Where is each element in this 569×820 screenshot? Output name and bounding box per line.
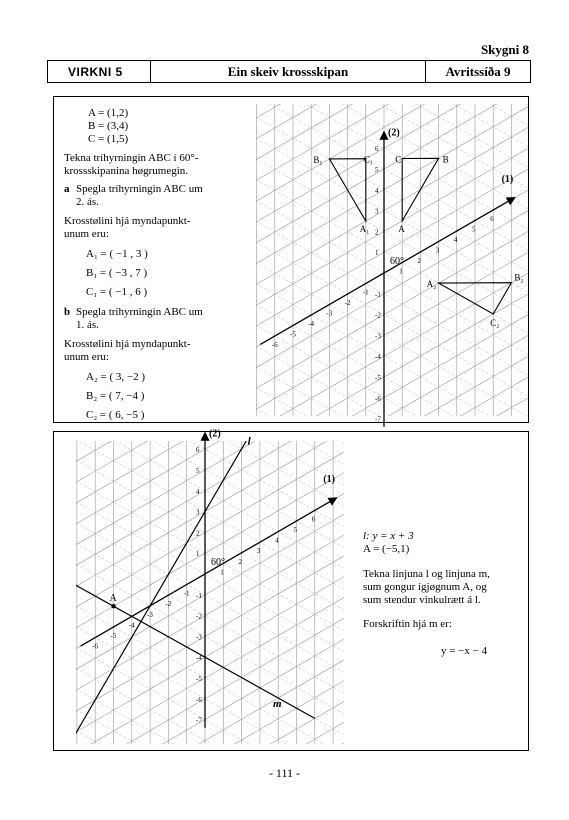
axis2-tick-label: 5 (375, 166, 379, 174)
grid-diagonal (129, 0, 569, 168)
task-a-line: 2. ás. (76, 196, 99, 208)
grid-diagonal (0, 140, 461, 426)
vertex-label: C₂ (490, 318, 500, 328)
axis2-tick-label: 6 (375, 145, 379, 154)
vertex-label: A (398, 223, 405, 234)
axis2-tick-label: -1 (375, 290, 381, 299)
graph2-line-l-label: l (247, 435, 251, 448)
axis1-tick-label: -5 (110, 632, 117, 640)
grid-diagonal (0, 161, 461, 447)
grid-diagonal (0, 0, 461, 134)
graph1-axis2-label: (2) (388, 127, 400, 139)
axis2-tick-label: 1 (375, 249, 379, 258)
answer-b2: B₂ = ( 7, −4 ) (86, 390, 145, 402)
task-b-label: b (64, 306, 71, 318)
axis2-tick-label: 4 (196, 487, 200, 496)
axis1-tick-label: -5 (290, 330, 296, 339)
axis2-tick-label: -3 (375, 332, 381, 341)
grid-line (0, 134, 461, 431)
vertex-label: C₁ (363, 154, 373, 165)
grid-diagonal (129, 108, 569, 396)
grid-line (129, 0, 569, 274)
axis1-tick-label: 1 (220, 568, 224, 577)
grid-diagonal (129, 0, 569, 126)
grid-diagonal (0, 0, 461, 176)
task-b-line: 1. ás. (76, 319, 99, 331)
task-a-line: Spegla tríhyrningin ABC um (76, 183, 203, 195)
instruction-line: krossskipanina høgrumegin. (64, 165, 189, 177)
axis2-tick-label: -4 (196, 654, 202, 663)
grid-diagonal (129, 0, 569, 43)
grid-diagonal (0, 0, 461, 280)
answer-a1: A₁ = ( −1 , 3 ) (86, 248, 148, 260)
graph2-angle-label: 60° (211, 557, 225, 568)
graph2-axis1-label: (1) (323, 474, 335, 486)
grid-line (129, 22, 569, 316)
instruction-line: sum gongur ígjøgnum A, og (363, 581, 487, 593)
grid-diagonal (129, 46, 569, 334)
grid-diagonal (0, 785, 461, 820)
axis1-tick-label: 6 (311, 515, 316, 524)
grid-diagonal (0, 0, 461, 238)
axis2-tick-label: -2 (196, 612, 202, 621)
point-a: A = (1,2) (88, 107, 129, 119)
graph1-axis1 (260, 197, 515, 344)
axis2-tick-label: 5 (196, 467, 200, 475)
axis1-tick-label: 3 (435, 246, 440, 255)
coords-heading-line: unum eru: (64, 228, 109, 240)
rule-answer: y = −x − 4 (441, 645, 488, 657)
grid-diagonal (129, 0, 569, 230)
grid-diagonal (0, 78, 461, 364)
axis1-tick-label: -1 (183, 589, 190, 598)
vertex-label: B₂ (514, 272, 524, 283)
grid-diagonal (129, 25, 569, 313)
point-c: C = (1,5) (88, 133, 129, 145)
grid-diagonal (0, 98, 461, 384)
grid-diagonal (129, 87, 569, 375)
instruction-line: Tekna linjuna l og linjuna m, (363, 568, 490, 580)
grid-diagonal (0, 806, 461, 820)
rule-heading: Forskriftin hjá m er: (363, 618, 452, 630)
panel2-text (363, 530, 523, 658)
axis1-tick-label: -6 (92, 642, 99, 651)
point-b: B = (3,4) (88, 120, 129, 132)
axis1-tick-label: 6 (490, 215, 494, 223)
header-sheet: Avritssíða 9 (445, 63, 511, 79)
grid-diagonal (129, 0, 569, 251)
grid-diagonal (0, 182, 461, 468)
instruction-line: sum stendur vinkulrætt á l. (363, 594, 481, 606)
graph2-point-a-label: A (109, 593, 117, 605)
grid-diagonal (129, 0, 569, 188)
axis1-tick-label: -4 (128, 621, 135, 630)
grid-diagonal (129, 170, 569, 458)
axis2-tick-label: -3 (196, 633, 202, 642)
header-activity: VIRKNI 5 (48, 61, 151, 82)
grid-diagonal (129, 4, 569, 292)
page-number: - 111 - (268, 766, 301, 780)
graph1-axes (260, 132, 515, 427)
point-a-coords: A = (−5,1) (363, 543, 410, 555)
grid-diagonal (129, 0, 569, 147)
axis2-tick-label: 3 (196, 508, 200, 517)
grid-diagonal (129, 0, 569, 105)
grid-diagonal (129, 0, 569, 64)
axis1-tick-label: 5 (293, 526, 297, 534)
axis2-tick-label: 2 (375, 228, 379, 237)
grid-diagonal (0, 57, 461, 343)
line-l-equation: l: y = x + 3 (363, 530, 414, 542)
axis1-tick-label: -3 (147, 610, 153, 619)
axis2-tick-label: -7 (375, 415, 381, 424)
grid-line (0, 155, 461, 455)
axis2-tick-label: -5 (375, 374, 381, 382)
grid-diagonal (129, 0, 569, 1)
axis2-tick-label: -7 (196, 716, 202, 725)
vertex-label: A₁ (359, 224, 370, 235)
graph2-axis2-label: (2) (209, 428, 221, 440)
grid-line (129, 0, 569, 150)
axis2-tick-label: 2 (196, 529, 200, 538)
axis2-tick-label: -2 (375, 311, 381, 320)
axis1-tick-label: -4 (308, 320, 315, 328)
coords-heading-line: Krosstølini hjá myndapunkt- (64, 215, 191, 227)
answer-c1: C₁ = ( −1 , 6 ) (86, 286, 148, 298)
panel2-instruction (363, 568, 523, 607)
graph1-angle-label: 60° (390, 256, 404, 267)
vertex-label: C (395, 154, 402, 165)
axis1-tick-label: 1 (399, 267, 403, 276)
axis1-tick-label: 5 (472, 225, 476, 234)
axis1-tick-label: 2 (238, 557, 243, 566)
grid-line (129, 0, 569, 233)
coords-heading-line: Krosstølini hjá myndapunkt- (64, 338, 191, 350)
answer-c2: C₂ = ( 6, −5 ) (86, 409, 145, 421)
answer-a2: A₂ = ( 3, −2 ) (86, 371, 146, 383)
task-a-label: a (64, 183, 70, 195)
axis2-tick-label: -6 (196, 695, 202, 704)
instruction-line: Tekna tríhyrningin ABC í 60°- (64, 152, 199, 164)
axis2-tick-label: 6 (196, 446, 200, 455)
answer-b1: B₁ = ( −3 , 7 ) (86, 267, 148, 279)
axis2-tick-label: 4 (375, 186, 379, 195)
axis2-tick-label: -4 (375, 353, 381, 362)
grid-diagonal (129, 66, 569, 354)
axis2-tick-label: -6 (375, 394, 381, 403)
grid-diagonal (129, 0, 569, 22)
vertex-label: B (442, 154, 449, 165)
grid-line (0, 176, 461, 473)
task-b-line: Spegla tríhyrningin ABC um (76, 306, 203, 318)
axis1-tick-label: -3 (326, 309, 333, 318)
axis2-tick-label: -1 (196, 591, 202, 600)
axis1-tick-label: -2 (165, 600, 172, 609)
grid-diagonal (0, 0, 461, 197)
vertex-label: B₁ (313, 154, 323, 165)
grid-line (129, 0, 569, 129)
axis1-tick-label: 4 (453, 236, 458, 244)
coords-heading-line: unum eru: (64, 351, 109, 363)
axis2-tick-label: 1 (196, 550, 200, 559)
axis1-tick-label: -1 (362, 288, 369, 297)
grid-diagonal (0, 36, 461, 322)
grid-diagonal (129, 0, 569, 84)
grid-diagonal (129, 129, 569, 417)
grid-line (129, 0, 569, 170)
axis1-tick-label: -2 (344, 299, 351, 307)
graph2-line-m-label: m (273, 697, 282, 710)
axis2-tick-label: -5 (196, 675, 202, 683)
grid-diagonal (0, 743, 461, 820)
axis1-tick-label: 4 (275, 536, 279, 545)
vertex-label: A₂ (426, 279, 437, 290)
axis1-tick-label: 3 (256, 547, 261, 556)
header-title: Ein skeiv krossskipan (151, 61, 426, 82)
axis1-tick-label: -6 (271, 341, 278, 349)
grid-line (129, 0, 569, 254)
grid-line (129, 1, 569, 295)
page-label: Skygni 8 (480, 42, 529, 57)
axis1-tick-label: 2 (417, 257, 421, 265)
graph1-axis1-label: (1) (501, 173, 514, 185)
axis2-tick-label: 3 (375, 207, 379, 216)
